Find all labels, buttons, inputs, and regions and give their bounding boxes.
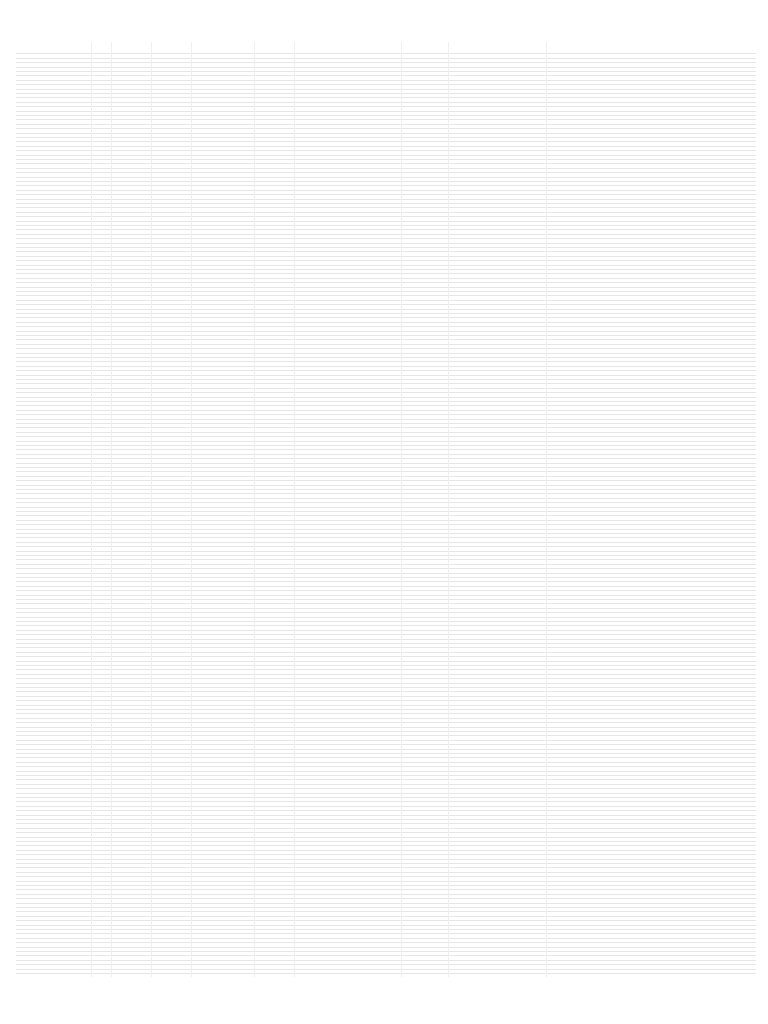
column-header [448,42,544,50]
table-cell [546,970,576,974]
column-divider [254,42,255,977]
column-header [111,42,149,50]
column-divider [294,42,295,977]
column-header [401,42,446,50]
table-cell [254,970,292,974]
column-header [16,42,89,50]
column-header [191,42,252,50]
column-divider [91,42,92,977]
table-cell [191,970,252,974]
table-row [16,970,756,974]
column-divider [111,42,112,977]
sheet-body [16,50,756,977]
column-divider [401,42,402,977]
column-header [546,42,576,50]
table-cell [151,970,189,974]
header-row [16,42,756,50]
column-header [91,42,109,50]
table-cell [448,970,544,974]
column-divider [151,42,152,977]
table-cell [16,970,89,974]
table-cell [91,970,109,974]
column-header [294,42,399,50]
table-cell [401,970,446,974]
column-divider [448,42,449,977]
column-divider [191,42,192,977]
table-cell [111,970,149,974]
column-header [151,42,189,50]
spreadsheet [16,42,756,977]
table-cell [294,970,399,974]
column-divider [546,42,547,977]
column-header [254,42,292,50]
